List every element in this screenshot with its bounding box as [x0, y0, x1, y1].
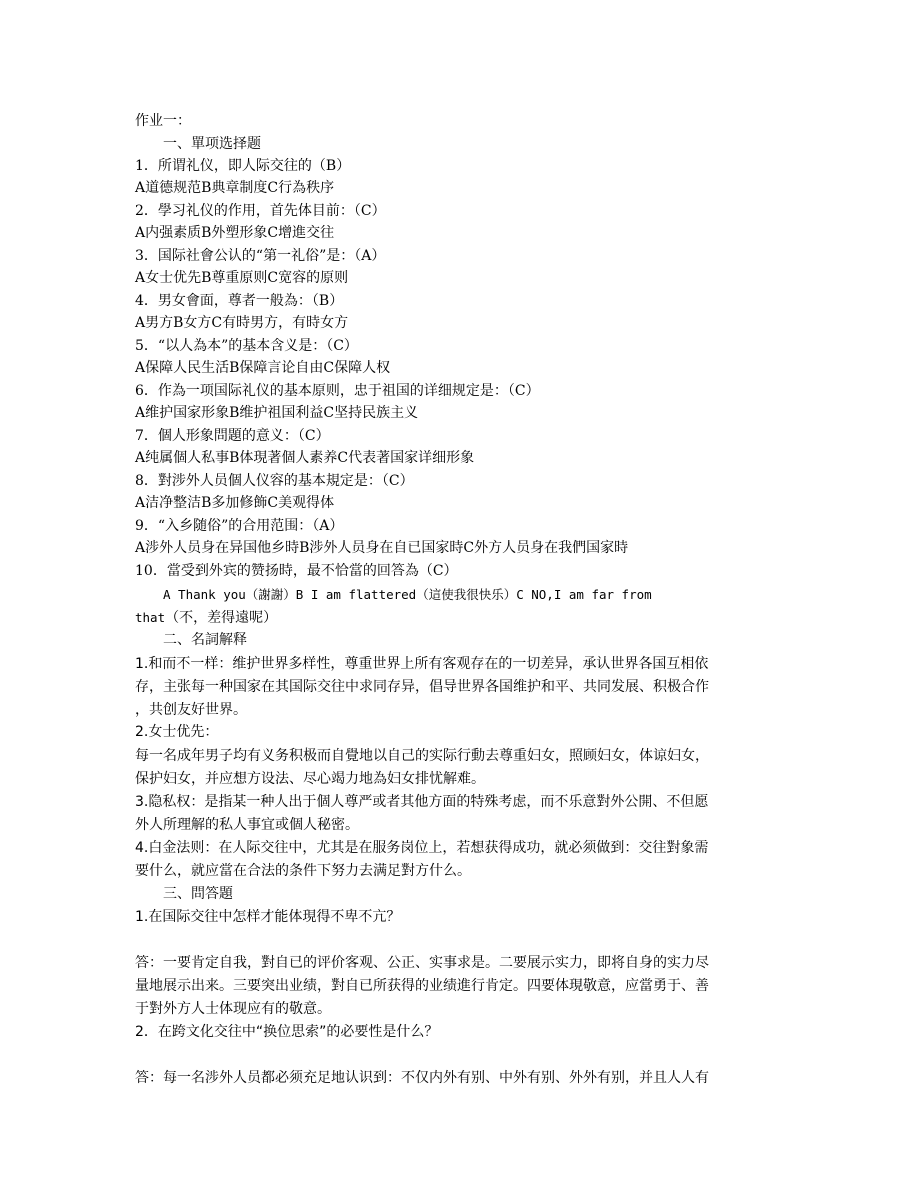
- question-5: 5．“以人為本”的基本含义是：（C）: [135, 338, 358, 354]
- question-9: 9．“入乡随俗”的合用范围：（A）: [135, 518, 344, 534]
- question-3: 3．国际社會公认的“第一礼俗”是：（A）: [135, 248, 386, 264]
- definition-4-line-1: 4.白金法则：在人际交往中，尤其是在服务岗位上，若想获得成功，就必须做到：交往對象需: [135, 840, 709, 856]
- options-10-line-2: [135, 608, 277, 628]
- options-9: A涉外人员身在异国他乡時B涉外人员身在自已国家時C外方人员身在我們国家時: [135, 540, 629, 556]
- definition-1-line-3: ，共创友好世界。: [135, 702, 247, 718]
- definition-3-line-1: 3.隐私权：是指某一种人出于個人尊严或者其他方面的特殊考虑，而不乐意對外公開、不但愿: [135, 794, 709, 810]
- options-3: A女士优先B尊重原则C宽容的原则: [135, 270, 349, 286]
- definition-4-line-2: 要什么，就应當在合法的条件下努力去满足對方什么。: [135, 863, 471, 879]
- options-1: A道德规范B典章制度C行為秩序: [135, 180, 335, 196]
- doc-title: 作业一：: [135, 113, 191, 129]
- question-1: 1．所谓礼仪，即人际交往的（B）: [135, 158, 351, 174]
- definition-2-line-2: 保护妇女，并应想方设法、尽心竭力地為妇女排忧解难。: [135, 771, 485, 787]
- options-7: A纯属個人私事B体現著個人素养C代表著国家详细形象: [135, 450, 475, 466]
- question-2: 2．學习礼仪的作用，首先体目前：（C）: [135, 203, 386, 219]
- qa-2-question: 2．在跨文化交往中“换位思索”的必要性是什么？: [135, 1024, 439, 1040]
- section-heading-2: 二、名詞解释: [163, 632, 247, 648]
- qa-1-answer-line-2: 量地展示出来。三要突出业绩，對自已所获得的业绩進行肯定。四要体現敬意，应當勇于、善: [135, 978, 709, 994]
- options-10-line-2-cn: （不，差得遠呢）: [165, 610, 278, 626]
- qa-1-question: 1.在国际交往中怎样才能体現得不卑不亢？: [135, 909, 401, 925]
- question-8: 8．對涉外人员個人仪容的基本規定是：（C）: [135, 473, 414, 489]
- options-2: A内强素质B外塑形象C增進交往: [135, 225, 335, 241]
- question-4: 4．男女會面，尊者一般為：（B）: [135, 293, 344, 309]
- definition-1-line-2: 存，主张每一种国家在其国际交往中求同存异，倡导世界各国维护和平、共同发展、积极合作: [135, 679, 709, 695]
- definition-2-heading: 2.女士优先：: [135, 724, 219, 740]
- definition-2-line-1: 每一名成年男子均有义务积极而自覺地以自己的实际行動去尊重妇女，照顾妇女，体谅妇女，: [135, 748, 709, 764]
- qa-2-answer-line-1: 答：每一名涉外人员都必须充足地认识到：不仅内外有别、中外有别、外外有别，并且人人有: [135, 1070, 709, 1086]
- question-10: 10．當受到外宾的赞扬時，最不恰當的回答為（C）: [135, 563, 458, 579]
- definition-1-line-1: 1.和而不一样：维护世界多样性，尊重世界上所有客观存在的一切差异，承认世界各国互相依: [135, 656, 709, 672]
- section-heading-1: 一、單项选择题: [163, 136, 261, 152]
- section-heading-3: 三、問答題: [163, 886, 233, 902]
- options-5: A保障人民生活B保障言论自由C保障人权: [135, 360, 391, 376]
- definition-3-line-2: 外人所理解的私人事宜或個人秘密。: [135, 817, 359, 833]
- options-6: A维护国家形象B维护祖国利益C坚持民族主义: [135, 405, 419, 421]
- options-8: A洁净整洁B多加修飾C美观得体: [135, 495, 335, 511]
- question-6: 6．作為一项国际礼仪的基本原则，忠于祖国的详细规定是：（C）: [135, 383, 540, 399]
- options-4: A男方B女方C有時男方，有時女方: [135, 315, 349, 331]
- options-10-line-1: A Thank you（謝謝）B I am flattered（這使我很快乐）C NO,I am far from: [163, 587, 652, 602]
- qa-1-answer-line-3: 于對外方人士体现应有的敬意。: [135, 1001, 331, 1017]
- qa-1-answer-line-1: 答：一要肯定自我，對自已的评价客观、公正、实事求是。二要展示实力，即将自身的实力尽: [135, 955, 709, 971]
- question-7: 7．個人形象問題的意义：（C）: [135, 428, 330, 444]
- options-10-line-2-en: that: [135, 610, 166, 625]
